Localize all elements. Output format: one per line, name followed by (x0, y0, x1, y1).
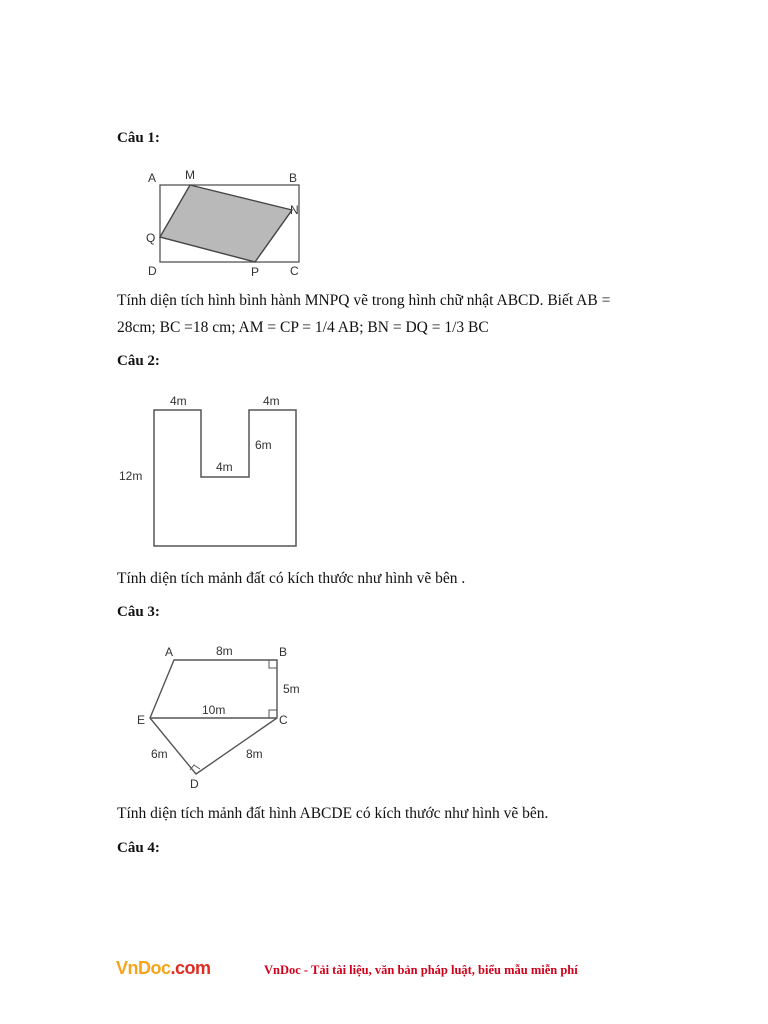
parallelogram-mnpq (160, 185, 292, 262)
label-c: C (279, 713, 288, 727)
label-b: B (289, 171, 298, 185)
question-2-text: Tính diện tích mảnh đất có kích thước như hình vẽ bên . (117, 570, 466, 587)
logo-part-vndoc: VnDoc (116, 958, 171, 978)
label-top-right-4m: 4m (263, 394, 280, 408)
label-a: A (148, 171, 157, 185)
figure-u-shaped-land (113, 390, 308, 560)
figure-pentagon-abcde (130, 640, 310, 795)
label-m: M (185, 168, 195, 182)
question-3-title: Câu 3: (117, 604, 160, 620)
label-ec-10m: 10m (202, 703, 226, 717)
question-1-text (117, 287, 677, 341)
label-notch-depth-6m: 6m (255, 438, 272, 452)
label-d: D (190, 777, 199, 790)
question-4-title: Câu 4: (117, 840, 160, 856)
question-3-text: Tính diện tích mảnh đất hình ABCDE có kích thước như hình vẽ bên. (117, 805, 549, 822)
footer-tagline: VnDoc - Tải tài liệu, văn bản pháp luật, biểu mẫu miễn phí (264, 963, 578, 977)
label-c: C (290, 264, 299, 278)
logo-part-com: .com (170, 958, 211, 978)
label-bc-5m: 5m (283, 682, 300, 696)
right-angle-c (269, 710, 277, 718)
label-a: A (165, 645, 174, 659)
label-ed-6m: 6m (151, 747, 168, 761)
label-height-12m: 12m (119, 469, 143, 483)
label-d: D (148, 264, 157, 278)
label-dc-8m: 8m (246, 747, 263, 761)
label-p: P (251, 265, 260, 278)
label-ab-8m: 8m (216, 644, 233, 658)
question-1-text-line2: 28cm; BC =18 cm; AM = CP = 1/4 AB; BN = DQ = 1/3 BC (117, 319, 489, 336)
label-n: N (290, 203, 299, 217)
label-q: Q (146, 231, 156, 245)
label-e: E (137, 713, 146, 727)
question-2-title: Câu 2: (117, 353, 160, 369)
label-top-left-4m: 4m (170, 394, 187, 408)
label-notch-width-4m: 4m (216, 460, 233, 474)
question-1-title: Câu 1: (117, 130, 160, 146)
figure-parallelogram-mnpq (140, 163, 310, 283)
vndoc-logo[interactable] (116, 958, 211, 979)
question-1-text-line1: Tính diện tích hình bình hành MNPQ vẽ trong hình chữ nhật ABCD. Biết AB = (117, 292, 611, 309)
right-angle-b (269, 660, 277, 668)
u-shape-outline (154, 410, 296, 546)
label-b: B (279, 645, 288, 659)
